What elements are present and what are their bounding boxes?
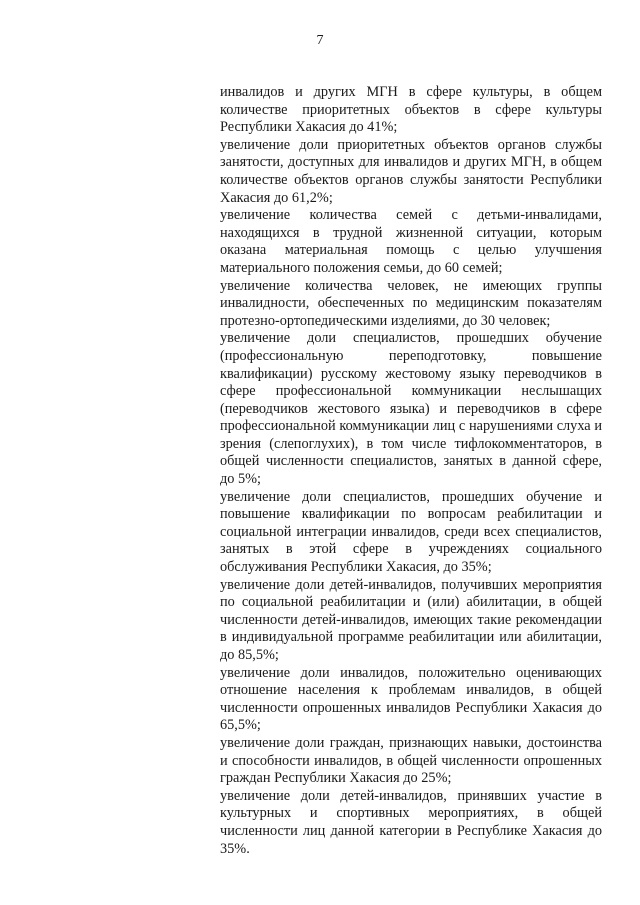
paragraph-rehabilitation-specialists: увеличение доли специалистов, прошедших обучение и повышение квалификации по вопросам реабилитации и социальной интеграции инвалидов, среди всех специалистов, занятых в этой сфере в учреждениях социального обслуживания Республики Хакасия, до 35%;	[220, 488, 602, 576]
paragraph-sign-language-specialists: увеличение доли специалистов, прошедших обучение (профессиональную переподготовку, повышение квалификации) русскому жестовому языку переводчиков в сфере профессиональной коммуникации неслышащих (переводчиков жестового языка) и переводчиков в сфере профессиональной коммуникации лиц с нарушениями слуха и зрения (слепоглухих), в том числе тифлокомментаторов, в общей численности специалистов, занятых в данной сфере, до 5%;	[220, 330, 602, 488]
page-number: 7	[316, 33, 324, 48]
paragraph-culture-objects: инвалидов и других МГН в сфере культуры, в общем количестве приоритетных объектов в сфере культуры Республики Хакасия до 41%;	[220, 84, 602, 136]
paragraph-prosthetics: увеличение количества человек, не имеющих группы инвалидности, обеспеченных по медицинским показателям протезно-ортопедическими изделиями, до 30 человек;	[220, 277, 602, 329]
paragraph-families-assistance: увеличение количества семей с детьми-инвалидами, находящихся в трудной жизненной ситуации, которым оказана материальная помощь с целью улучшения материального положения семьи, до 60 семей;	[220, 207, 602, 276]
paragraph-citizens-recognition: увеличение доли граждан, признающих навыки, достоинства и способности инвалидов, в общей численности опрошенных граждан Республики Хакасия до 25%;	[220, 734, 602, 787]
paragraph-children-events: увеличение доли детей-инвалидов, принявших участие в культурных и спортивных мероприятиях, в общей численности лиц данной категории в Республике Хакасия до 35%.	[220, 787, 602, 857]
document-body	[220, 84, 602, 858]
paragraph-public-attitude: увеличение доли инвалидов, положительно оценивающих отношение населения к проблемам инвалидов, в общей численности опрошенных инвалидов Республики Хакасия до 65,5%;	[220, 664, 602, 734]
paragraph-children-rehabilitation: увеличение доли детей-инвалидов, получивших мероприятия по социальной реабилитации и (или) абилитации, в общей численности детей-инвалидов, имеющих такие рекомендации в индивидуальной программе реабилитации или абилитации, до 85,5%;	[220, 576, 602, 663]
paragraph-employment-objects: увеличение доли приоритетных объектов органов службы занятости, доступных для инвалидов и других МГН, в общем количестве объектов органов службы занятости Республики Хакасия до 61,2%;	[220, 136, 602, 206]
